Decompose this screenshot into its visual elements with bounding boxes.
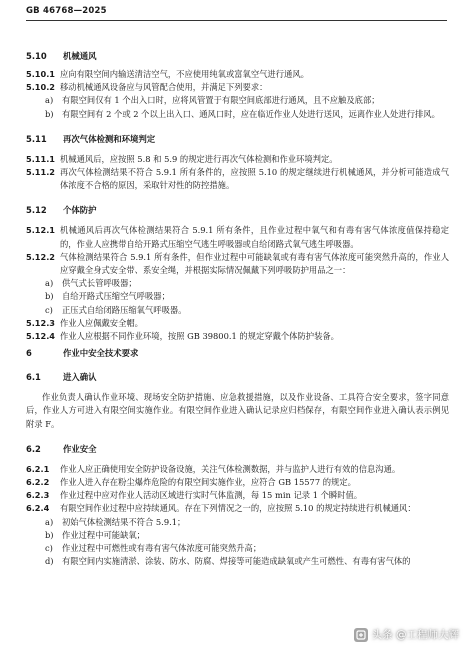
section-heading-6-2 [26,443,449,455]
list-item [26,277,449,290]
clause-text: 机械通风后，应按照 5.8 和 5.9 的规定进行再次气体检测和作业环境判定。 [60,153,338,164]
clause-number: 6.2.4 [26,503,50,514]
section-number: 6.1 [26,372,41,383]
list-item-text: 正压式自给闭路压缩氧气呼吸器。 [62,304,187,315]
clause-number: 5.10.1 [26,69,56,79]
section-heading-5-11 [26,133,449,145]
clause-6-2-4 [26,502,449,515]
clause-number: 6.2.1 [26,463,50,474]
list-item-label: d) [45,556,54,567]
clause-6-2-2 [26,476,449,489]
section-heading-5-10 [26,50,449,62]
clause-number: 5.11.2 [26,167,56,178]
clause-number: 5.12.1 [26,225,56,236]
list-item-text: 有限空间内实施清淤、涂装、防水、防腐、焊接等可能造成缺氧或产生可燃性、有毒有害气体的 [62,556,411,567]
list-item-label: a) [45,516,54,527]
paragraph-6-1: 作业负责人确认作业环境、现场安全防护措施、应急救援措施，以及作业设备、工具符合安全要求，签字同意后，作业人方可进入有限空间实施作业。有限空间作业进入确认记录应归档保存，有限空间作业进入确认表示例见附录 F。 [26,392,449,429]
list-item [26,94,449,107]
list-item-label: b) [45,291,54,302]
list-item-text: 作业过程中可能缺氧； [62,529,145,540]
list-item-label: c) [45,304,53,315]
clause-number: 5.12.3 [26,317,56,328]
clause-text: 作业过程中应对作业人活动区域进行实时气体监测，每 15 min 记录 1 个瞬时值。 [60,490,363,501]
list-item-text: 自给开路式压缩空气呼吸器； [62,291,170,302]
list-item-text: 供气式长管呼吸器； [62,278,137,289]
section-title: 再次气体检测和环境判定 [63,133,156,144]
list-item-text: 作业过程中可燃性或有毒有害气体浓度可能突然升高； [62,543,262,554]
list-item-label: c) [45,543,53,554]
clause-6-2-1 [26,463,449,476]
list-item-label: b) [45,108,54,119]
section-title: 个体防护 [63,205,97,216]
clause-text: 有限空间作业过程中应持续通风。存在下列情况之一的，应按照 5.10 的规定持续进行机械通风： [60,503,416,514]
chapter-title: 作业中安全技术要求 [63,348,139,359]
chapter-heading-6 [26,347,449,359]
clause-number: 6.2.2 [26,477,50,488]
list-item [26,542,449,555]
clause-5-10-1 [26,68,449,81]
clause-text: 机械通风后再次气体检测结果符合 5.9.1 所有条件，且作业过程中氧气和有毒有害气体浓度值保持稳定的，作业人应携带自给开路式压缩空气逃生呼吸器或自给闭路式氧气逃生呼吸器。 [60,225,449,249]
clause-5-12-3 [26,317,449,330]
chapter-number: 6 [26,348,32,359]
list-item-text: 初始气体检测结果不符合 5.9.1； [62,516,186,527]
document-body [26,50,449,568]
watermark [354,627,459,642]
list-item [26,290,449,303]
section-number: 5.10 [26,51,47,61]
section-title: 进入确认 [63,372,97,383]
clause-number: 5.12.2 [26,251,56,262]
clause-text: 作业人应佩戴安全帽。 [60,317,143,328]
clause-text: 应向有限空间内输送清洁空气，不应使用纯氧或富氧空气进行通风。 [60,69,309,79]
list-item [26,516,449,529]
clause-number: 6.2.3 [26,490,50,501]
clause-number: 5.10.2 [26,82,56,93]
list-item [26,555,449,568]
clause-number: 5.12.4 [26,331,56,342]
clause-5-12-1 [26,224,449,250]
clause-text: 作业人进入存在粉尘爆炸危险的有限空间实施作业，应符合 GB 15577 的规定。 [60,477,356,488]
section-heading-5-12 [26,204,449,216]
clause-text: 气体检测结果符合 5.9.1 所有条件，但作业过程中可能缺氧或有毒有害气体浓度可能突然升高的，作业人应穿戴全身式安全带、系安全绳，并根据实际情况佩戴下列呼吸防护用品之一： [60,251,449,276]
watermark-logo-icon [354,628,368,642]
section-title: 机械通风 [63,51,97,61]
watermark-text: 头条 @工程师大辉 [371,629,459,641]
list-item-text: 有限空间有 2 个或 2 个以上出入口、通风口时，应在临近作业人处进行送风，远离作业人处进行排风。 [62,108,440,119]
clause-5-11-1 [26,153,449,166]
clause-5-10-2 [26,81,449,94]
list-item-text: 有限空间仅有 1 个出入口时，应将风管置于有限空间底部进行通风，且不应触及底部； [62,95,380,106]
section-number: 5.11 [26,133,47,144]
document-code-header: GB 46768—2025 [26,6,107,16]
clause-5-12-2 [26,251,449,277]
clause-5-11-2 [26,166,449,192]
section-number: 5.12 [26,205,47,216]
clause-number: 5.11.1 [26,153,56,164]
clause-text: 作业人应正确使用安全防护设备设施，关注气体检测数据，并与监护人进行有效的信息沟通。 [60,463,401,474]
header-rule [26,20,447,21]
list-item-label: a) [45,95,54,106]
clause-text: 移动机械通风设备应与风管配合使用，并满足下列要求： [60,82,268,93]
section-number: 6.2 [26,443,41,454]
clause-6-2-3 [26,489,449,502]
clause-text: 作业人应根据不同作业环境，按照 GB 39800.1 的规定穿戴个体防护装备。 [60,331,339,342]
list-item-label: a) [45,278,54,289]
section-heading-6-1 [26,371,449,383]
list-item [26,108,449,121]
clause-5-12-4 [26,330,449,343]
list-item-label: b) [45,529,54,540]
clause-text: 再次气体检测结果不符合 5.9.1 所有条件的，应按照 5.10 的规定继续进行机械通风，并分析可能造成气体浓度不合格的原因，采取针对性的防控措施。 [60,167,449,191]
list-item [26,304,449,317]
list-item [26,529,449,542]
section-title: 作业安全 [63,443,97,454]
